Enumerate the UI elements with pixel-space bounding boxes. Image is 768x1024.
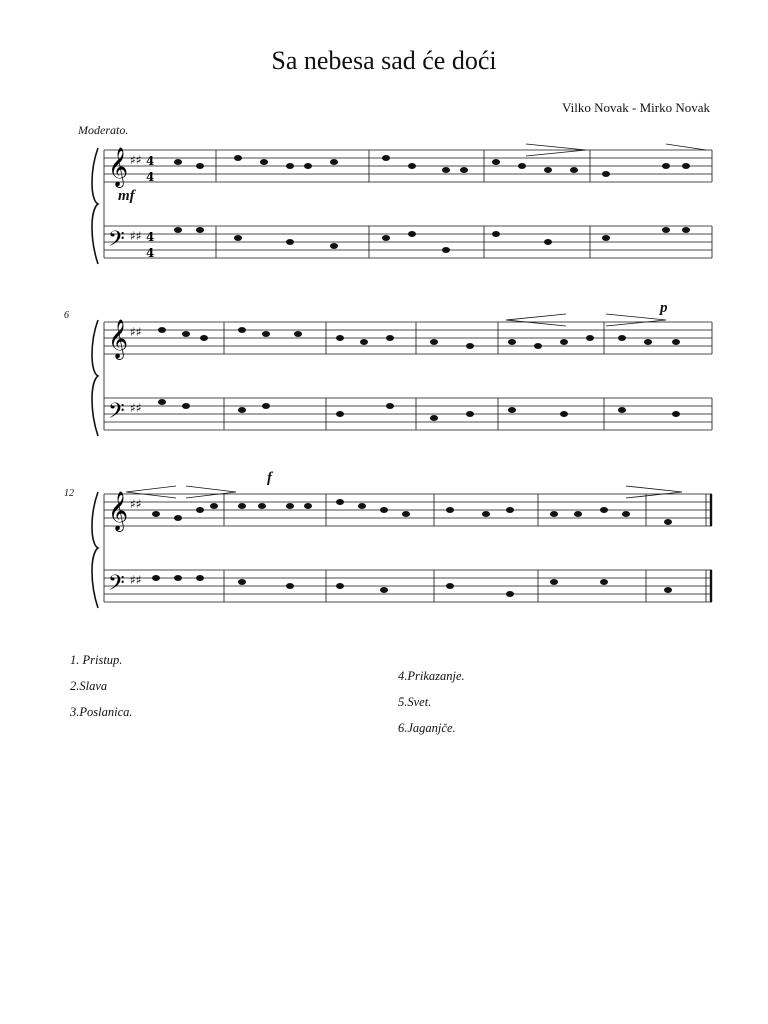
verse-block-2 (70, 678, 380, 694)
dynamic-marking-2: p (660, 300, 668, 316)
svg-text:𝄞: 𝄞 (108, 147, 129, 187)
verses-left-column (70, 652, 380, 730)
verse-block-3 (70, 704, 380, 720)
verse-block-6 (398, 720, 728, 736)
staff-system-1-graphic (86, 140, 714, 272)
verse-block-5 (398, 694, 728, 710)
staff-system-2 (86, 312, 714, 444)
verse-heading: 4.Prikazanje. (398, 669, 465, 683)
verse-heading: 1. Pristup. (70, 653, 123, 667)
svg-text:𝄢: 𝄢 (108, 399, 125, 429)
verse-block-4 (398, 668, 728, 684)
svg-text:♯♯: ♯♯ (130, 497, 142, 511)
svg-text:♯♯: ♯♯ (130, 573, 142, 587)
verse-heading: 5.Svet. (398, 695, 432, 709)
verse-block-1 (70, 652, 380, 668)
svg-text:𝄢: 𝄢 (108, 571, 125, 601)
svg-text:♯♯: ♯♯ (130, 153, 142, 167)
composer-credit: Vilko Novak - Mirko Novak (562, 100, 710, 115)
svg-text:♯♯: ♯♯ (130, 229, 142, 243)
svg-text:𝄢: 𝄢 (108, 227, 125, 257)
page-title: Sa nebesa sad će doći (271, 46, 497, 75)
svg-text:4: 4 (146, 170, 155, 184)
dynamic-marking-1: mf (118, 188, 135, 204)
verses-right-column (398, 668, 728, 746)
svg-text:4: 4 (146, 246, 155, 260)
verse-heading: 6.Jaganjče. (398, 721, 456, 735)
measure-number-12: 12 (64, 488, 74, 499)
svg-text:4: 4 (146, 230, 155, 244)
svg-text:♯♯: ♯♯ (130, 401, 142, 415)
svg-text:♯♯: ♯♯ (130, 325, 142, 339)
svg-text:𝄞: 𝄞 (108, 319, 129, 359)
staff-system-2-graphic (86, 312, 714, 444)
measure-number-6: 6 (64, 310, 69, 321)
staff-system-1 (86, 140, 714, 272)
staff-system-3 (86, 484, 714, 616)
tempo-marking: Moderato. (78, 123, 129, 137)
dynamic-marking-3: f (267, 470, 272, 486)
svg-text:4: 4 (146, 154, 155, 168)
svg-text:𝄞: 𝄞 (108, 491, 129, 531)
verse-heading: 2.Slava (70, 679, 108, 693)
verse-heading: 3.Poslanica. (70, 705, 133, 719)
staff-system-3-graphic (86, 484, 714, 616)
